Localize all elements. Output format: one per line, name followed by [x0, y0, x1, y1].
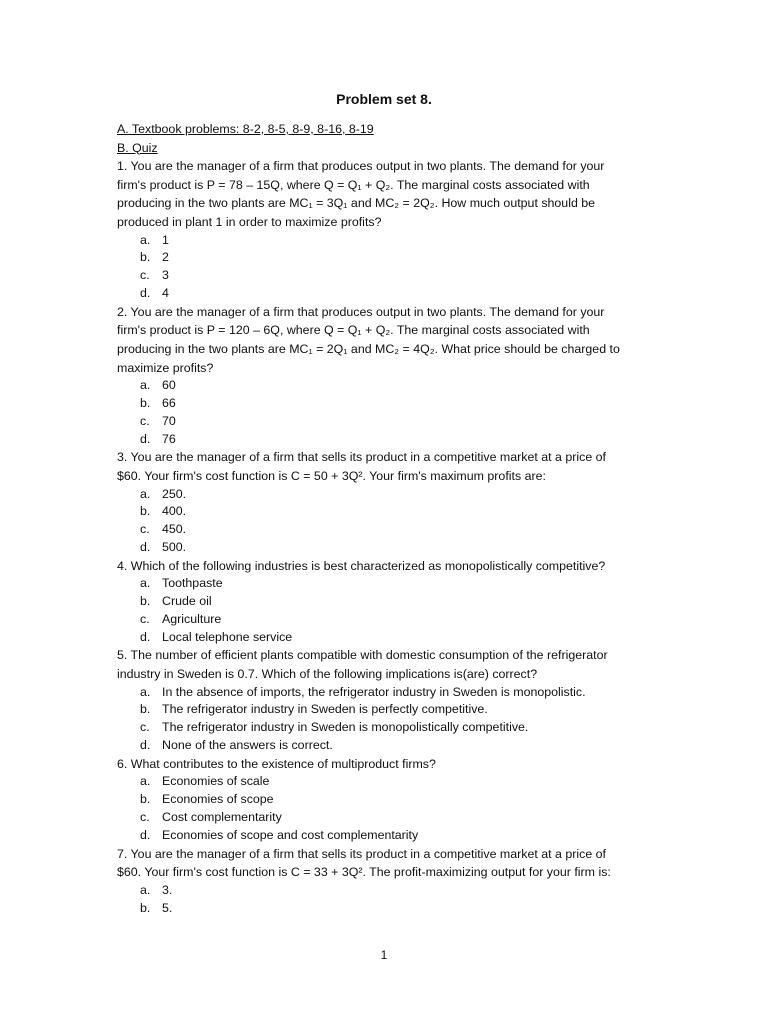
- answer-option: [117, 395, 657, 413]
- option-text: 66: [162, 395, 176, 410]
- option-letter: c.: [140, 413, 150, 428]
- question-text-line: firm's product is P = 120 – 6Q, where Q = Q₁ + Q₂. The marginal costs associated with: [117, 323, 590, 338]
- page-number: 1: [380, 948, 388, 962]
- option-text: Toothpaste: [162, 576, 223, 591]
- option-text: Local telephone service: [162, 629, 293, 644]
- answer-options: [117, 232, 657, 303]
- answer-options: [117, 684, 657, 755]
- option-letter: a.: [140, 774, 151, 789]
- answer-option: [117, 719, 657, 737]
- answer-option: [117, 267, 657, 285]
- answer-option: [117, 575, 657, 593]
- answer-option: [117, 285, 657, 303]
- option-text: 5.: [162, 900, 173, 915]
- answer-options: [117, 882, 657, 918]
- option-text: Economies of scope: [162, 792, 274, 807]
- answer-option: [117, 809, 657, 827]
- option-text: Cost complementarity: [162, 810, 282, 825]
- option-text: Economies of scope and cost complementarity: [162, 827, 419, 842]
- option-letter: a.: [140, 882, 151, 897]
- option-text: 1: [162, 232, 169, 247]
- question-text-line: 3. You are the manager of a firm that sells its product in a competitive market at a price of: [117, 450, 606, 465]
- answer-option: [117, 684, 657, 702]
- question-text-line: producing in the two plants are MC₁ = 3Q₁ and MC₂ = 2Q₂. How much output should be: [117, 196, 596, 211]
- option-text: 70: [162, 413, 176, 428]
- question-text-line: 7. You are the manager of a firm that sells its product in a competitive market at a price of: [117, 846, 606, 861]
- answer-option: [117, 413, 657, 431]
- option-text: 500.: [162, 539, 187, 554]
- answer-option: [117, 773, 657, 791]
- option-text: 400.: [162, 504, 187, 519]
- question-2: [117, 303, 657, 449]
- question-text-line: 6. What contributes to the existence of multiproduct firms?: [117, 756, 436, 771]
- option-letter: b.: [140, 792, 151, 807]
- question-text-line: 5. The number of efficient plants compatible with domestic consumption of the refrigerator: [117, 648, 608, 663]
- answer-option: [117, 377, 657, 395]
- option-text: 3.: [162, 882, 173, 897]
- option-letter: c.: [140, 720, 150, 735]
- answer-options: [117, 486, 657, 557]
- question-1: [117, 157, 657, 303]
- option-letter: d.: [140, 629, 151, 644]
- question-6: [117, 755, 657, 845]
- answer-option: [117, 486, 657, 504]
- option-letter: c.: [140, 522, 150, 537]
- option-letter: d.: [140, 285, 151, 300]
- option-text: In the absence of imports, the refrigerator industry in Sweden is monopolistic.: [162, 684, 586, 699]
- question-7: [117, 845, 657, 918]
- section-b-heading: B. Quiz: [117, 140, 158, 155]
- option-letter: d.: [140, 827, 151, 842]
- option-letter: a.: [140, 684, 151, 699]
- option-text: None of the answers is correct.: [162, 738, 333, 753]
- question-3: [117, 448, 657, 556]
- answer-options: [117, 773, 657, 844]
- option-letter: c.: [140, 810, 150, 825]
- question-text-line: firm's product is P = 78 – 15Q, where Q = Q₁ + Q₂. The marginal costs associated with: [117, 177, 590, 192]
- answer-option: [117, 900, 657, 918]
- answer-options: [117, 377, 657, 448]
- option-text: 450.: [162, 522, 187, 537]
- question-text-line: 1. You are the manager of a firm that produces output in two plants. The demand for your: [117, 159, 605, 174]
- question-text-line: 4. Which of the following industries is best characterized as monopolistically competitive?: [117, 558, 606, 573]
- document-body: [117, 120, 657, 917]
- option-letter: a.: [140, 576, 151, 591]
- option-text: The refrigerator industry in Sweden is perfectly competitive.: [162, 702, 488, 717]
- option-letter: c.: [140, 268, 150, 283]
- answer-option: [117, 503, 657, 521]
- option-text: 2: [162, 250, 169, 265]
- option-letter: b.: [140, 395, 151, 410]
- option-text: 76: [162, 431, 176, 446]
- option-text: The refrigerator industry in Sweden is monopolistically competitive.: [162, 720, 529, 735]
- question-text-line: $60. Your firm's cost function is C = 33 + 3Q². The profit-maximizing output for your firm is:: [117, 865, 611, 880]
- page-title: Problem set 8.: [336, 91, 432, 107]
- answer-option: [117, 431, 657, 449]
- answer-option: [117, 521, 657, 539]
- option-text: Economies of scale: [162, 774, 270, 789]
- question-text-line: maximize profits?: [117, 360, 214, 375]
- option-letter: b.: [140, 702, 151, 717]
- option-text: 3: [162, 268, 169, 283]
- answer-option: [117, 701, 657, 719]
- question-4: [117, 557, 657, 647]
- question-text-line: 2. You are the manager of a firm that produces output in two plants. The demand for your: [117, 304, 605, 319]
- option-letter: a.: [140, 378, 151, 393]
- option-letter: a.: [140, 232, 151, 247]
- option-letter: d.: [140, 539, 151, 554]
- answer-option: [117, 539, 657, 557]
- answer-option: [117, 611, 657, 629]
- question-text-line: $60. Your firm's cost function is C = 50 + 3Q². Your firm's maximum profits are:: [117, 468, 546, 483]
- option-text: Agriculture: [162, 611, 222, 626]
- option-text: 60: [162, 378, 176, 393]
- answer-option: [117, 232, 657, 250]
- answer-option: [117, 827, 657, 845]
- answer-option: [117, 249, 657, 267]
- option-letter: b.: [140, 250, 151, 265]
- option-letter: b.: [140, 594, 151, 609]
- answer-option: [117, 882, 657, 900]
- answer-option: [117, 593, 657, 611]
- option-letter: d.: [140, 431, 151, 446]
- answer-option: [117, 737, 657, 755]
- option-letter: b.: [140, 504, 151, 519]
- option-text: 4: [162, 285, 169, 300]
- answer-option: [117, 629, 657, 647]
- answer-option: [117, 791, 657, 809]
- option-text: Crude oil: [162, 594, 212, 609]
- option-letter: b.: [140, 900, 151, 915]
- question-5: [117, 646, 657, 754]
- question-text-line: produced in plant 1 in order to maximize profits?: [117, 214, 382, 229]
- option-text: 250.: [162, 486, 187, 501]
- question-text-line: industry in Sweden is 0.7. Which of the following implications is(are) correct?: [117, 667, 538, 682]
- section-a-heading: A. Textbook problems: 8-2, 8-5, 8-9, 8-16, 8-19: [117, 122, 374, 136]
- option-letter: c.: [140, 611, 150, 626]
- answer-options: [117, 575, 657, 646]
- option-letter: a.: [140, 486, 151, 501]
- question-text-line: producing in the two plants are MC₁ = 2Q₁ and MC₂ = 4Q₂. What price should be charged to: [117, 341, 620, 356]
- quiz-questions: [117, 157, 657, 917]
- option-letter: d.: [140, 738, 151, 753]
